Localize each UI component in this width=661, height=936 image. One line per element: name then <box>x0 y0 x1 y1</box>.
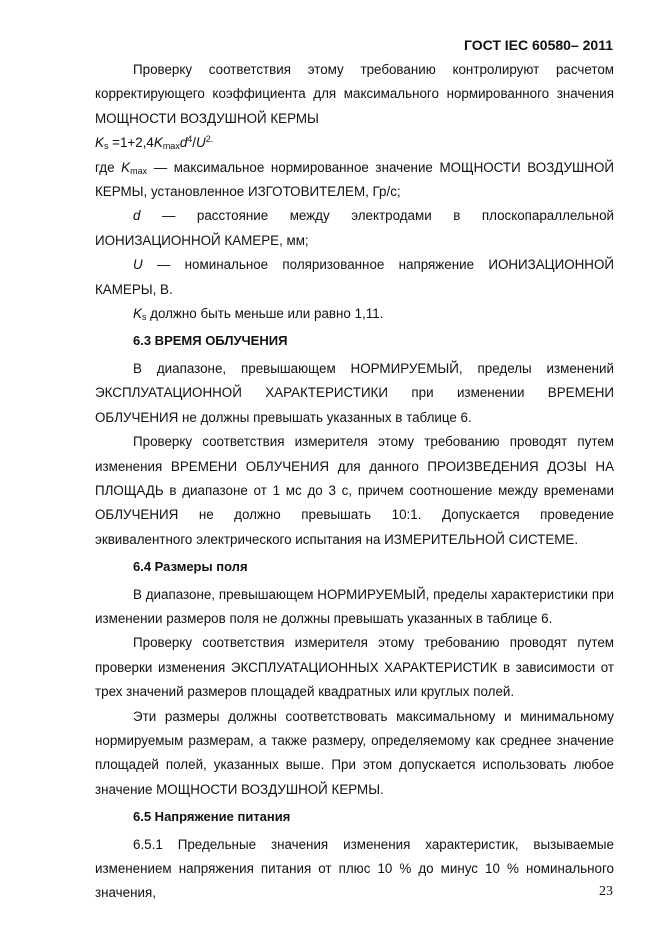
formula-d-exponent: 4 <box>187 134 193 145</box>
kmax-definition-text: — максимальное нормированное значение МОЩНОСТИ ВОЗДУШНОЙ КЕРМЫ, установленное ИЗГОТОВИТЕЛЕМ, Гр/с; <box>95 159 615 200</box>
paragraph-6-4-3: Эти размеры должны соответствовать максимальному и минимальному нормируемым размерам, а также размеру, определяемому как среднее значение площадей полей, указанных выше. При этом допускается использовать любое значение МОЩНОСТИ ВОЗДУШНОЙ КЕРМЫ. <box>95 708 614 797</box>
paragraph-6-3-2: Проверку соответствия измерителя этому требованию проводят путем изменения ВРЕМЕНИ ОБЛУЧЕНИЯ для данного ПРОИЗВЕДЕНИЯ ДОЗЫ НА ПЛОЩАДЬ в диапазоне от 1 мс до 3 с, причем соотношение между временами ОБЛУЧЕНИЯ не должно превышать 10:1. Допускается проведение эквивалентного электрического испытания на ИЗМЕРИТЕЛЬНОЙ СИСТЕМЕ. <box>95 434 614 547</box>
formula-kmax-symbol: K <box>153 135 163 151</box>
ks-limit-statement <box>95 302 614 326</box>
kmax-symbol: K <box>121 159 131 175</box>
paragraph-6-4-2: Проверку соответствия измерителя этому требованию проводят путем проверки изменения ЭКСПЛУАТАЦИОННЫХ ХАРАКТЕРИСТИК в зависимости от трех значений размеров площадей квадратных или круглых полей. <box>95 635 614 700</box>
formula-constant: =1+2,4 <box>108 135 154 151</box>
definition-u <box>95 253 614 302</box>
formula-slash: / <box>192 135 197 151</box>
paragraph-correction-intro: Проверку соответствия этому требованию контролируют расчетом корректирующего коэффициента для максимального нормированного значения МОЩНОСТИ ВОЗДУШНОЙ КЕРМЫ <box>95 62 614 126</box>
ks-sub: s <box>141 312 147 323</box>
section-heading-6-5: 6.5 Напряжение питания <box>133 809 291 825</box>
d-symbol: d <box>133 208 141 224</box>
definition-prefix: где <box>95 159 122 175</box>
section-heading-6-3: 6.3 ВРЕМЯ ОБЛУЧЕНИЯ <box>133 333 288 349</box>
paragraph-6-4-1: В диапазоне, превышающем НОРМИРУЕМЫЙ, пределы характеристики при изменении размеров поля не должны превышать указанных в таблице 6. <box>95 586 614 626</box>
page-content <box>95 58 614 906</box>
paragraph-6-3-1: В диапазоне, превышающем НОРМИРУЕМЫЙ, пределы изменений ЭКСПЛУАТАЦИОННОЙ ХАРАКТЕРИСТИКИ при изменении ВРЕМЕНИ ОБЛУЧЕНИЯ не должны превышать указанных в таблице 6. <box>95 360 614 425</box>
u-definition-text: — номинальное поляризованное напряжение ИОНИЗАЦИОННОЙ КАМЕРЫ, В. <box>95 257 614 297</box>
formula-u-exponent: 2. <box>205 134 214 145</box>
ks-symbol: K <box>133 306 142 322</box>
definition-d <box>95 204 614 253</box>
document-header: ГОСТ IEC 60580– 2011 <box>463 37 613 53</box>
kmax-sub: max <box>130 165 148 176</box>
d-definition-text: — расстояние между электродами в плоскопараллельной ИОНИЗАЦИОННОЙ КАМЕРЕ, мм; <box>95 208 614 248</box>
formula-kmax-sub: max <box>162 141 180 152</box>
section-heading-6-4: 6.4 Размеры поля <box>133 559 248 575</box>
ks-formula <box>95 131 614 155</box>
paragraph-6-5-1: 6.5.1 Предельные значения изменения характеристик, вызываемые изменением напряжения питания от плюс 10 % до минус 10 % номинального значения, <box>95 836 614 901</box>
formula-d-symbol: d <box>179 135 188 151</box>
page-number: 23 <box>599 884 613 899</box>
formula-u-symbol: U <box>196 135 206 151</box>
formula-ks-symbol: K <box>95 135 104 151</box>
definition-kmax <box>95 156 614 205</box>
formula-ks-sub: s <box>103 141 109 152</box>
u-symbol: U <box>133 257 143 273</box>
ks-limit-text: должно быть меньше или равно 1,11. <box>146 306 384 322</box>
